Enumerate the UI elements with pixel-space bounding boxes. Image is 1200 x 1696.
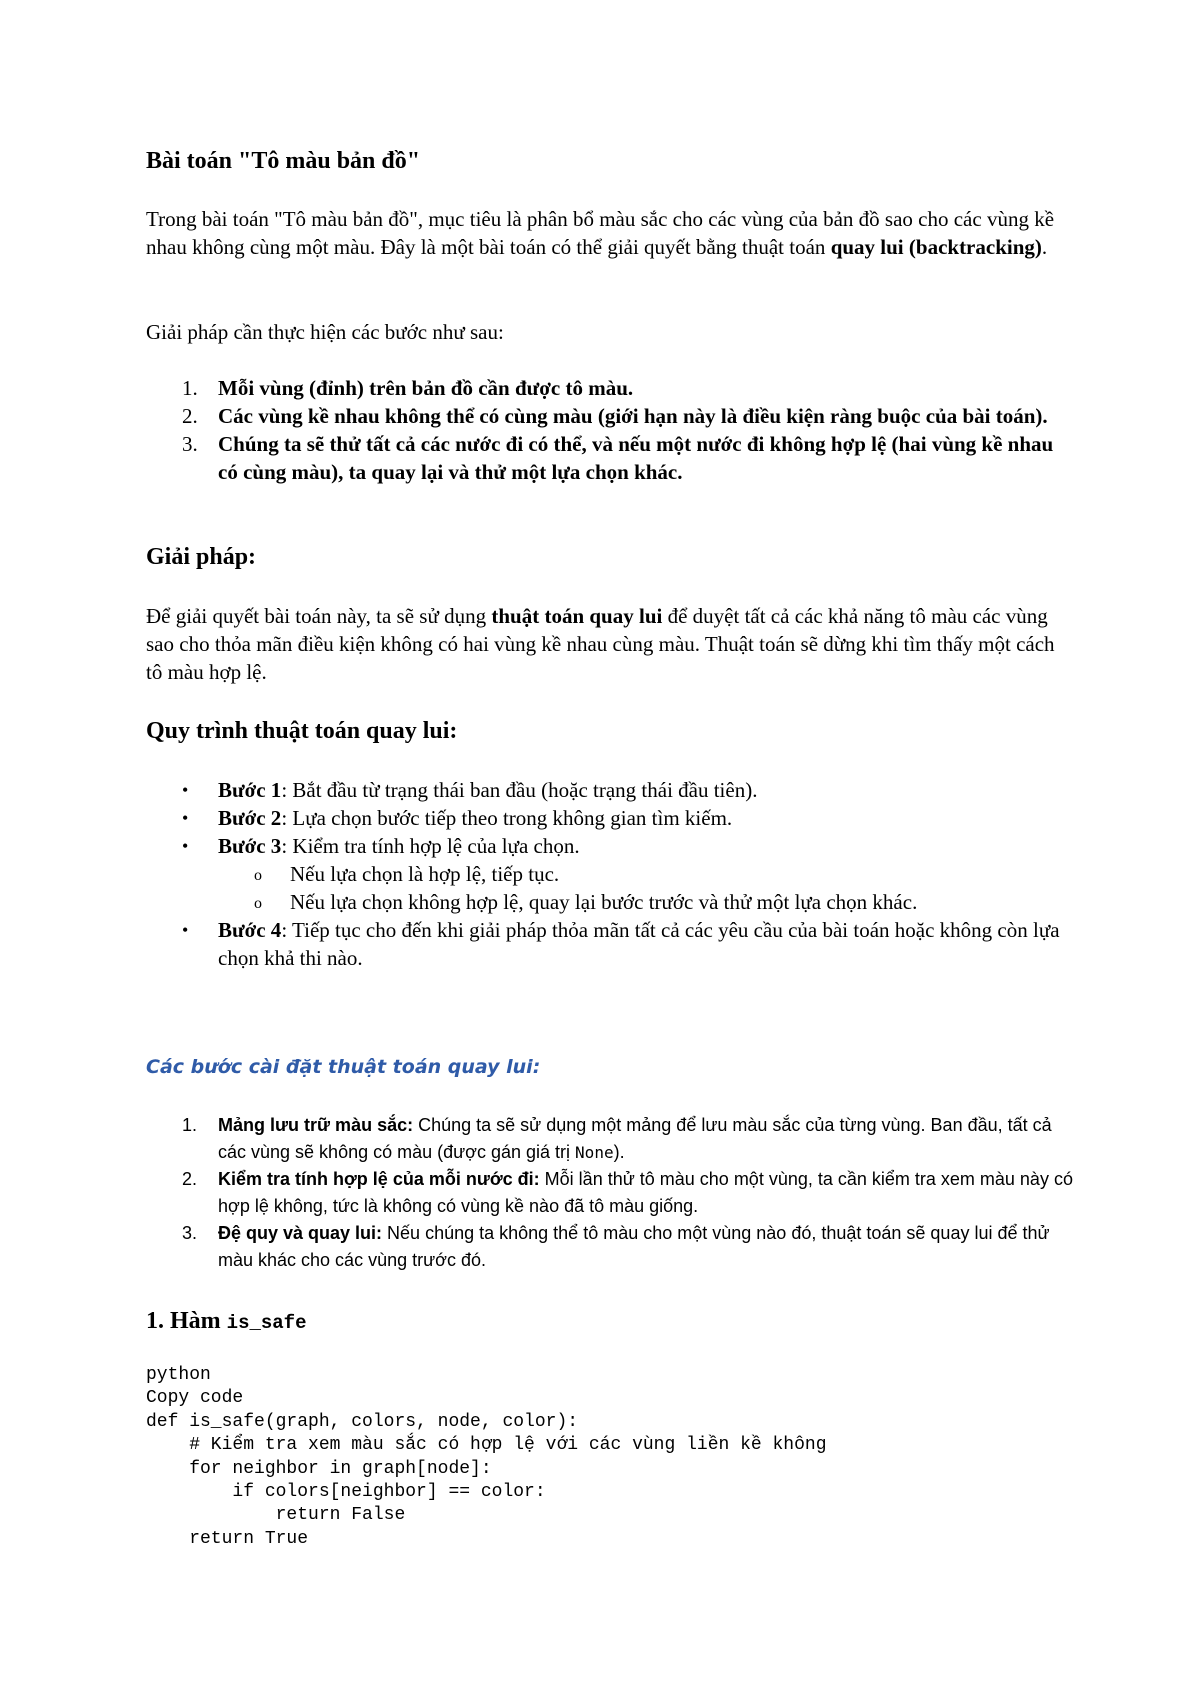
document-title: Bài toán "Tô màu bản đồ" (146, 148, 421, 174)
code-line: if colors[neighbor] == color: (146, 1482, 546, 1503)
intro-text: Trong bài toán "Tô màu bản đồ", mục tiêu là phân bổ màu sắc cho các vùng của bản đồ sao cho các vùng kề nhau không cùng một màu. Đây là một bài toán có thể giải quyết bằng thuật toán (146, 207, 1055, 259)
inline-code: None (575, 1143, 614, 1162)
process-list (146, 776, 1076, 972)
list-item: 1. Mảng lưu trữ màu sắc: Chúng ta sẽ sử dụng một mảng để lưu màu sắc của từng vùng. Ban đầu, tất cả các vùng sẽ không có màu (được gán giá trị None). (182, 1115, 1052, 1162)
code-line: python (146, 1365, 211, 1385)
code-line: Copy code (146, 1388, 244, 1409)
list-item: 2. Các vùng kề nhau không thể có cùng màu (giới hạn này là điều kiện ràng buộc của bài toán). (182, 404, 1048, 428)
list-item: 3. Đệ quy và quay lui: Nếu chúng ta không thể tô màu cho một vùng nào đó, thuật toán sẽ quay lui để thử màu khác cho các vùng trước đó. (182, 1223, 1050, 1270)
list-item: • Bước 1: Bắt đầu từ trạng thái ban đầu (hoặc trạng thái đầu tiên). (182, 778, 758, 802)
list-item: • Bước 3: Kiểm tra tính hợp lệ của lựa chọn. o Nếu lựa chọn là hợp lệ, tiếp tục. o Nếu lựa chọn không hợp lệ, quay lại bước trước và thử một lựa chọn khác. (146, 832, 1076, 916)
steps-intro: Giải pháp cần thực hiện các bước như sau: (146, 320, 504, 344)
function-name: is_safe (226, 1312, 307, 1334)
intro-paragraph (146, 205, 1076, 261)
list-item: 2. Kiểm tra tính hợp lệ của mỗi nước đi: Mỗi lần thử tô màu cho một vùng, ta cần kiểm tra xem màu này có hợp lệ không, tức là không có vùng kề nào đã tô màu giống. (182, 1169, 1073, 1216)
implementation-list (146, 1112, 1076, 1274)
code-line: def is_safe(graph, colors, node, color): (146, 1411, 579, 1432)
list-item: 1. Mỗi vùng (đỉnh) trên bản đồ cần được tô màu. (182, 376, 634, 400)
intro-text-end: . (1041, 235, 1048, 259)
sub-list-item: o Nếu lựa chọn là hợp lệ, tiếp tục. (254, 862, 560, 886)
sub-list-item: o Nếu lựa chọn không hợp lệ, quay lại bước trước và thử một lựa chọn khác. (254, 890, 918, 914)
list-item: • Bước 2: Lựa chọn bước tiếp theo trong không gian tìm kiếm. (182, 806, 733, 830)
solution-heading: Giải pháp: (146, 544, 257, 570)
list-item: 3. Chúng ta sẽ thử tất cả các nước đi có thể, và nếu một nước đi không hợp lệ (hai vùng kề nhau có cùng màu), ta quay lại và thử một lựa chọn khác. (182, 432, 1054, 484)
code-line: for neighbor in graph[node]: (146, 1458, 492, 1479)
code-line: # Kiểm tra xem màu sắc có hợp lệ với các vùng liền kề không (146, 1435, 827, 1456)
intro-bold: quay lui (backtracking) (830, 235, 1042, 259)
code-line: return True (146, 1528, 309, 1549)
solution-paragraph: Để giải quyết bài toán này, ta sẽ sử dụng thuật toán quay lui để duyệt tất cả các khả năng tô màu các vùng sao cho thỏa mãn điều kiện không có hai vùng kề nhau cùng màu. Thuật toán sẽ dừng khi tìm thấy một cách tô màu hợp lệ. (146, 604, 1055, 684)
code-block (146, 1364, 827, 1551)
implementation-heading: Các bước cài đặt thuật toán quay lui: (146, 1056, 541, 1078)
requirements-list (146, 374, 1076, 486)
function-heading: 1. Hàm is_safe (146, 1308, 307, 1334)
process-heading: Quy trình thuật toán quay lui: (146, 718, 458, 744)
code-line: return False (146, 1505, 406, 1526)
sub-list (218, 860, 1076, 916)
list-item: • Bước 4: Tiếp tục cho đến khi giải pháp thỏa mãn tất cả các yêu cầu của bài toán hoặc không còn lựa chọn khả thi nào. (182, 918, 1060, 970)
